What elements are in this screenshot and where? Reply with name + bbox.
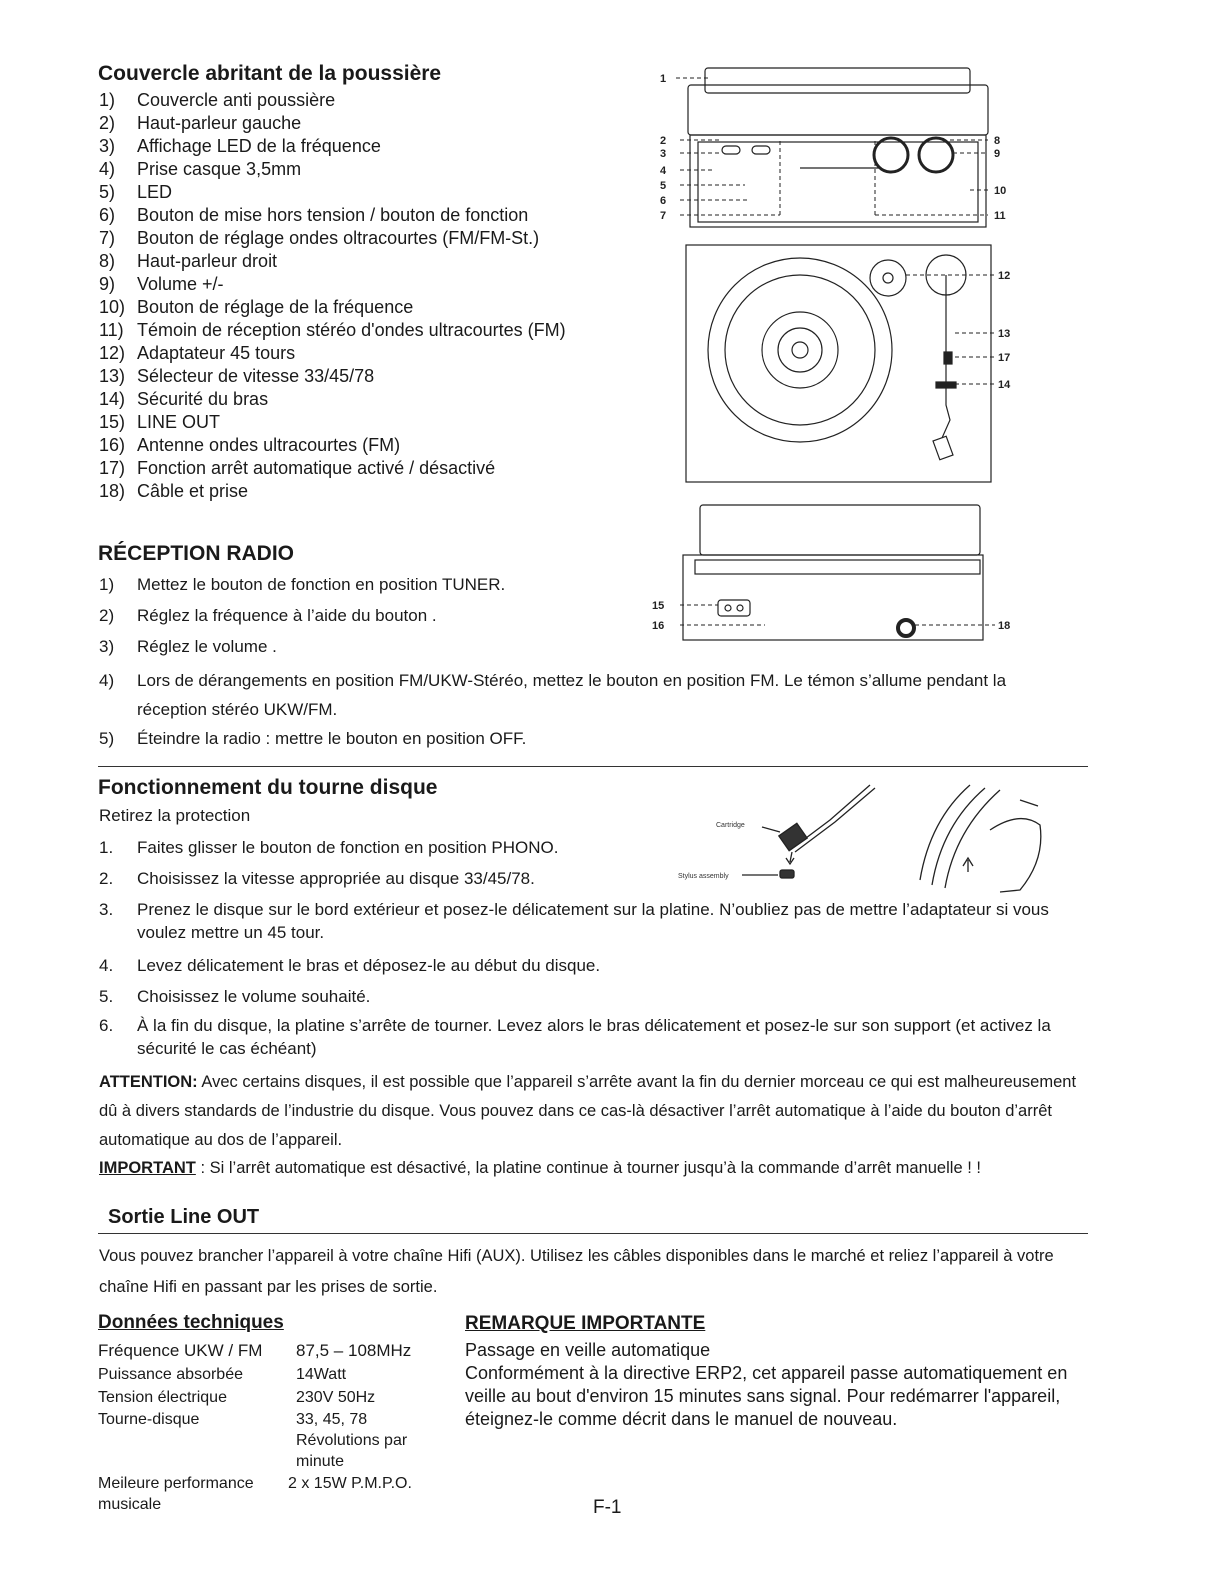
diagram-label: 7 bbox=[660, 210, 667, 222]
diagram-label: 1 bbox=[660, 73, 667, 85]
list-item: 15) LINE OUT bbox=[99, 412, 221, 432]
diagram-label: 11 bbox=[994, 210, 1006, 222]
tech-table bbox=[98, 1340, 446, 1515]
list-item: 8) Haut-parleur droit bbox=[99, 251, 278, 271]
tech-title: Données techniques bbox=[98, 1312, 284, 1333]
list-item: 4. Levez délicatement le bras et déposez-le au début du disque. bbox=[99, 956, 601, 975]
diagram-label: 17 bbox=[998, 352, 1011, 364]
list-item: 1. Faites glisser le bouton de fonction en position PHONO. bbox=[99, 838, 559, 857]
turntable-intro: Retirez la protection bbox=[99, 806, 251, 825]
diagram-label: 13 bbox=[998, 328, 1011, 340]
list-item: 2) Réglez la fréquence à l’aide du bouton . bbox=[99, 606, 437, 625]
list-item: 5) LED bbox=[99, 182, 173, 202]
front-view bbox=[676, 68, 988, 227]
list-item: 12) Adaptateur 45 tours bbox=[99, 343, 296, 363]
arrow-icon bbox=[1020, 800, 1038, 806]
table-row: Tension électrique 230V 50Hz bbox=[98, 1389, 376, 1406]
list-item: 16) Antenne ondes ultracourtes (FM) bbox=[99, 435, 401, 455]
turntable-steps bbox=[99, 836, 1089, 1060]
list-item: 3) Réglez le volume . bbox=[99, 637, 277, 656]
table-row: Meileure performance musicale 2 x 15W P.M.P.O. bbox=[98, 1475, 412, 1513]
list-item: 11) Témoin de réception stéréo d'ondes ultracourtes (FM) bbox=[99, 320, 566, 340]
list-item: 13) Sélecteur de vitesse 33/45/78 bbox=[99, 366, 375, 386]
list-item: 3. Prenez le disque sur le bord extérieur et posez-le délicatement sur la platine. N’oubliez pas de mettre l’adaptateur si vous voulez mettre un 45 tour. bbox=[99, 900, 1049, 942]
important-paragraph: IMPORTANT : Si l’arrêt automatique est désactivé, la platine continue à tourner jusqu’à la commande d’arrêt manuelle ! ! bbox=[99, 1159, 981, 1177]
table-row: Tourne-disque 33, 45, 78 Révolutions par minute bbox=[98, 1411, 408, 1470]
table-row: Fréquence UKW / FM 87,5 – 108MHz bbox=[98, 1341, 412, 1360]
diagram-label: 8 bbox=[994, 135, 1001, 147]
list-item: 7) Bouton de réglage ondes oltracourtes (FM/FM-St.) bbox=[99, 228, 540, 248]
list-item: 6) Bouton de mise hors tension / bouton de fonction bbox=[99, 205, 529, 225]
list-item: 17) Fonction arrêt automatique activé / désactivé bbox=[99, 458, 496, 478]
diagram-label: 12 bbox=[998, 270, 1011, 282]
list-item: 18) Câble et prise bbox=[99, 481, 249, 501]
diagram-label: 16 bbox=[652, 620, 665, 632]
list-item: 3) Affichage LED de la fréquence bbox=[99, 136, 381, 156]
stylus-label: Stylus assembly bbox=[678, 873, 729, 880]
list-item: 5) Éteindre la radio : mettre le bouton en position OFF. bbox=[99, 729, 527, 748]
list-item: 2. Choisissez la vitesse appropriée au disque 33/45/78. bbox=[99, 869, 535, 888]
diagram-label: 14 bbox=[998, 379, 1011, 391]
list-item: 1) Couvercle anti poussière bbox=[99, 90, 336, 110]
diagram-label: 2 bbox=[660, 135, 667, 147]
lineout-title: Sortie Line OUT bbox=[108, 1206, 260, 1228]
list-item: 14) Sécurité du bras bbox=[99, 389, 269, 409]
list-item: 1) Mettez le bouton de fonction en position TUNER. bbox=[99, 575, 506, 594]
diagram-label: 10 bbox=[994, 185, 1007, 197]
attention-paragraph: ATTENTION: Avec certains disques, il est possible que l’appareil s’arrête avant la fin du dernier morceau ce qui est malheureusement dû à divers standards de l’industrie du disque. Vous pouvez dans ce cas-là désactiver l’arrêt automatique à l’aide du bouton d’arrêt automatique au dos de l’appareil. bbox=[99, 1073, 1077, 1149]
list-item: 6. À la fin du disque, la platine s’arrête de tourner. Levez alors le bras délicatement et posez-le sur son support (et activez la sécurité le cas échéant) bbox=[99, 1016, 1051, 1058]
diagram-label: 18 bbox=[998, 620, 1011, 632]
diagram-label: 15 bbox=[652, 600, 665, 612]
page-number: F-1 bbox=[593, 1497, 622, 1518]
turntable-title: Fonctionnement du tourne disque bbox=[98, 776, 438, 799]
top-view bbox=[686, 245, 995, 482]
diagram-label: 9 bbox=[994, 148, 1001, 160]
diagram-label: 4 bbox=[660, 165, 667, 177]
list-item: 5. Choisissez le volume souhaité. bbox=[99, 987, 371, 1006]
remark-title: REMARQUE IMPORTANTE bbox=[465, 1313, 706, 1334]
divider bbox=[98, 766, 1088, 767]
radio-steps bbox=[99, 573, 1059, 751]
remark-text: Conformément à la directive ERP2, cet appareil passe automatiquement en veille au bout d'environ 15 minutes sans signal. Pour redémarrer l'appareil, éteignez-le comme décrit dans le manuel de nouveau. bbox=[465, 1363, 1068, 1429]
device-diagram bbox=[650, 60, 1030, 650]
list-item: 4) Prise casque 3,5mm bbox=[99, 159, 302, 179]
diagram-label: 6 bbox=[660, 195, 667, 207]
radio-title: RÉCEPTION RADIO bbox=[98, 542, 295, 565]
lineout-text: Vous pouvez brancher l’appareil à votre chaîne Hifi (AUX). Utilisez les câbles disponibles dans le marché et reliez l’appareil à votre chaîne Hifi en passant par les prises de sortie. bbox=[99, 1247, 1054, 1296]
list-item: 9) Volume +/- bbox=[99, 274, 224, 294]
cartridge-label: Cartridge bbox=[716, 822, 745, 829]
cover-title: Couvercle abritant de la poussière bbox=[98, 62, 442, 85]
diagram-label: 3 bbox=[660, 148, 667, 160]
list-item: 10) Bouton de réglage de la fréquence bbox=[99, 297, 414, 317]
list-item: 4) Lors de dérangements en position FM/UKW-Stéréo, mettez le bouton en position FM. Le témon s’allume pendant la réception stéréo UKW/FM. bbox=[99, 671, 1007, 719]
divider bbox=[98, 1233, 1088, 1234]
table-row: Puissance absorbée 14Watt bbox=[98, 1366, 347, 1383]
remark-subtitle: Passage en veille automatique bbox=[465, 1340, 711, 1360]
diagram-label: 5 bbox=[660, 180, 667, 192]
parts-list bbox=[99, 89, 566, 503]
list-item: 2) Haut-parleur gauche bbox=[99, 113, 302, 133]
